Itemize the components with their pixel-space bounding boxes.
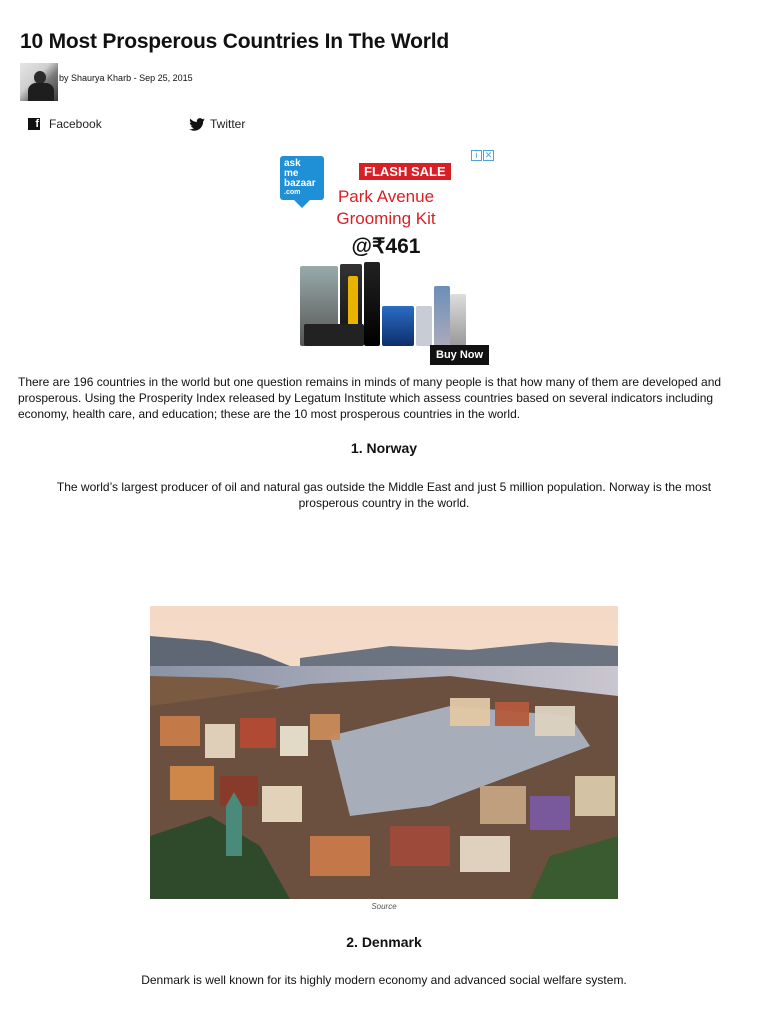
byline-text <box>59 73 193 83</box>
norway-city-photo <box>150 606 618 899</box>
byline-separator: - <box>133 73 137 83</box>
flash-sale-badge: FLASH SALE <box>359 163 451 180</box>
section-text-norway: The world’s largest producer of oil and natural gas outside the Middle East and just 5 million population. Norway is the most prosperous country in the world. <box>56 480 712 510</box>
image-source-link[interactable]: Source <box>371 902 397 911</box>
section-heading-norway: 1. Norway <box>350 440 418 456</box>
author-avatar[interactable] <box>20 63 58 101</box>
twitter-share-label: Twitter <box>210 117 246 131</box>
section-heading-denmark: 2. Denmark <box>346 934 422 950</box>
ad-info-icon[interactable]: i <box>471 150 482 161</box>
ad-choices[interactable] <box>471 150 494 161</box>
intro-paragraph: There are 196 countries in the world but one question remains in minds of many people is that how many of them are developed and prosperous. Using the Prosperity Index released by Legatum Institute which assess countries based on several indicators including economy, health care, and education; these are the 10 most prosperous countries in the world. <box>18 375 722 421</box>
ad-buy-now-button[interactable]: Buy Now <box>430 345 489 365</box>
twitter-icon <box>189 118 205 131</box>
askmebazaar-logo: ask me bazaar .com <box>280 156 324 200</box>
ad-product-type: Grooming Kit <box>336 209 436 228</box>
twitter-share-button[interactable] <box>189 117 245 131</box>
byline-date: Sep 25, 2015 <box>139 73 193 83</box>
ad-product-name: Park Avenue <box>337 187 435 206</box>
facebook-share-button[interactable] <box>28 117 102 131</box>
facebook-share-label: Facebook <box>49 117 102 131</box>
ad-product-image <box>300 260 470 346</box>
ad-price: @₹461 <box>351 235 421 258</box>
byline-prefix: by <box>59 73 69 83</box>
section-text-denmark: Denmark is well known for its highly modern economy and advanced social welfare system. <box>141 973 627 987</box>
byline-author[interactable]: Shaurya Kharb <box>71 73 132 83</box>
advertisement[interactable] <box>278 150 494 370</box>
byline <box>20 62 193 102</box>
facebook-icon: f <box>28 118 40 130</box>
article-title: 10 Most Prosperous Countries In The World <box>20 30 449 53</box>
ad-close-icon[interactable]: ✕ <box>484 150 493 160</box>
